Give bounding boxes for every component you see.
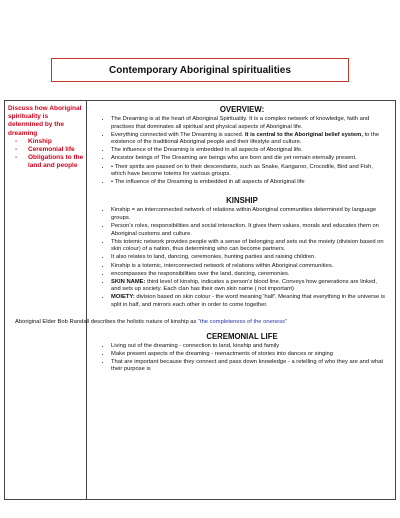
list-item	[111, 294, 387, 309]
overview-heading: OVERVIEW:	[219, 105, 265, 114]
list-item-text: to the existence of the traditional Aboriginal people and their lifestyle and culture.	[111, 131, 380, 146]
list-item: • The Dreaming is at the heart of Aboriginal Spirituality. It is a complex network of knowledge, faith and practises that dominates all spiritual and physical aspects of Aboriginal life.	[111, 116, 387, 131]
topic-item-ceremonial: - Ceremonial life	[28, 146, 84, 154]
list-item-text: division based on skin colour - the word meaning 'half'. Meaning that everything in the universe is split in half, and mirrors each other in order to come together.	[111, 294, 386, 308]
list-item: • This totemic network provides people with a sense of belonging and sets out the moiety (division based on skin colour) of a nation, thus determining who can become partners.	[111, 239, 387, 254]
list-item: • encompasses the responsibilities over the land, dancing, ceremonies.	[111, 271, 387, 279]
list-item: • That are important because they connect and pass down knowledge - a retelling of who they are and what their purpose is	[111, 359, 387, 374]
list-item: • Ancestor beings of The Dreaming are beings who are born and die yet remain eternally present.	[111, 155, 387, 163]
list-item: • Person's roles, responsibilities and social interaction. It gives them values, morals and educates them on Aboriginal customs and culture.	[111, 223, 387, 238]
list-item: • • Their spirits are passed on to their descendants, such as Snake, Kangaroo, Crocodile, Bird and Fish, which have become totems for various groups.	[111, 164, 387, 179]
list-item	[111, 132, 387, 147]
topic-column	[5, 101, 87, 499]
topic-item-obligations: - Obligations to the land and people	[28, 154, 84, 170]
list-item	[111, 279, 387, 294]
list-item-text: third level of kinship, indicates a person's blood line. Conveys how generations are linked, and sets up society. Each clan has their own skin name ( not important)	[111, 278, 377, 293]
elder-text: Aboriginal Elder Bob Randall describes the holistic nature of kinship as	[15, 319, 199, 326]
ceremonial-list	[97, 343, 387, 374]
page-title: Contemporary Aboriginal spiritualities	[51, 58, 349, 82]
overview-list	[97, 116, 387, 187]
list-item-bold: It is central to the Aboriginal belief system,	[244, 131, 363, 138]
elder-quote-text: “the completeness of the oneness”	[198, 319, 287, 326]
topic-prompt: Discuss how Aboriginal spirituality is determined by the dreaming	[8, 105, 82, 137]
list-item: • Make present aspects of the dreaming - reenactments of stories into dances or singing	[111, 351, 387, 359]
moiety-label: MOIETY:	[111, 294, 135, 301]
list-item: • Kinship is a totemic, interconnected network of relations within Aboriginal communities.	[111, 263, 387, 271]
topic-item-kinship: - Kinship	[28, 138, 84, 146]
ceremonial-heading: CEREMONIAL LIFE	[206, 331, 278, 341]
elder-quote	[15, 319, 325, 327]
list-item: • • The influence of the Dreaming is embedded in all aspects of Aboriginal life	[111, 179, 387, 187]
kinship-list	[97, 207, 387, 309]
skin-name-label: SKIN NAME:	[111, 278, 146, 285]
topic-list	[8, 138, 84, 171]
list-item: • It also relates to land, dancing, ceremonies, hunting parties and raising children.	[111, 254, 387, 262]
list-item: • Kinship = an interconnected network of relations within Aboriginal communities determined by language groups.	[111, 207, 387, 222]
list-item: • The influence of the Dreaming is embedded in all aspects of Aboriginal life.	[111, 147, 387, 155]
list-item: • Living out of the dreaming - connection to land, kinship and family	[111, 343, 387, 351]
kinship-heading: KINSHIP	[226, 196, 258, 206]
list-item-text: Everything connected with The Dreaming is sacred.	[111, 131, 245, 138]
notes-table	[4, 100, 396, 500]
